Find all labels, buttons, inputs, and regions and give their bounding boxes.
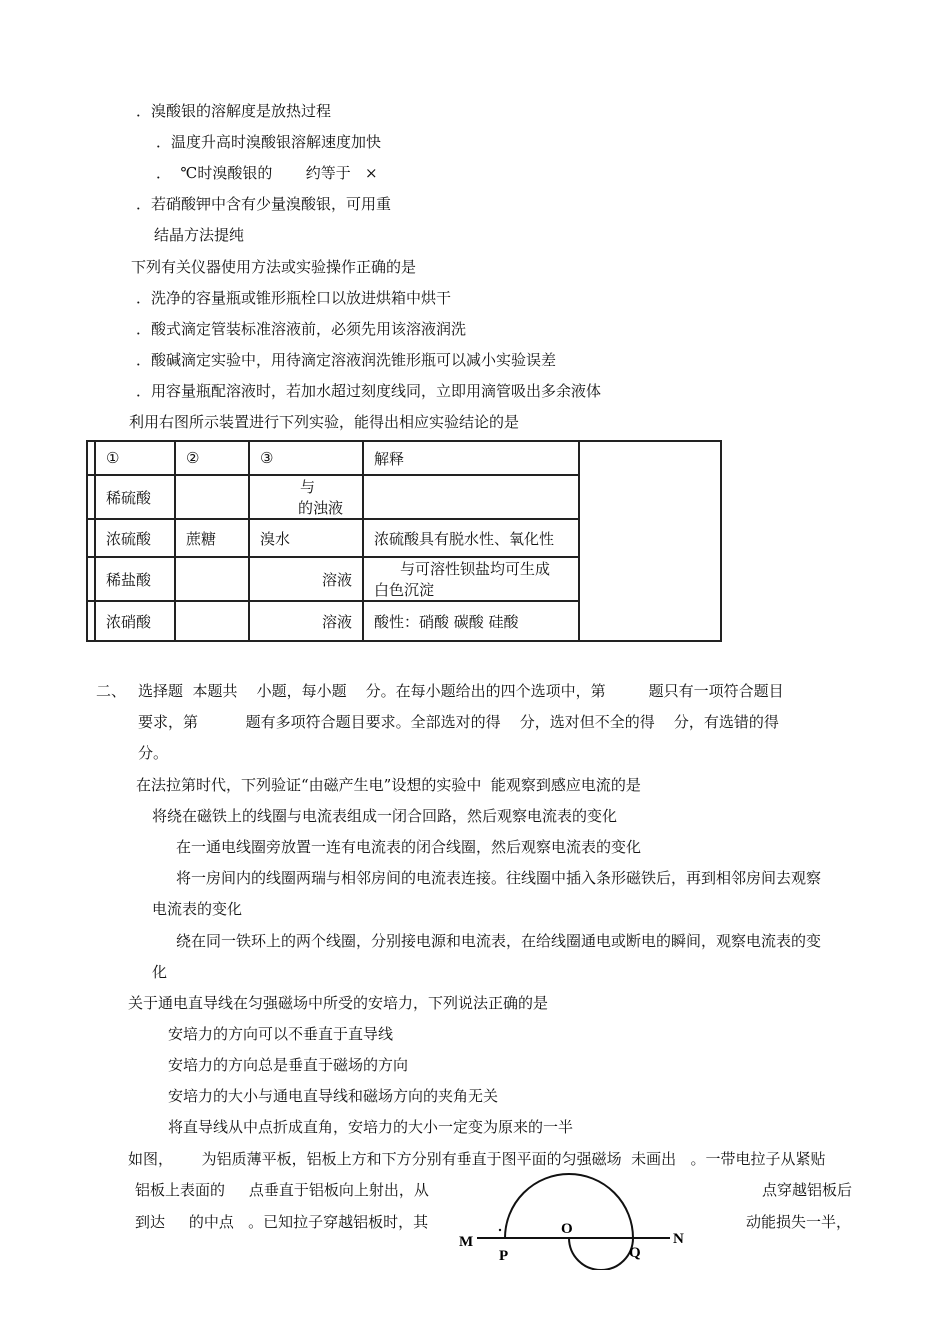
table-cell: 溶液 [249, 601, 363, 641]
option-d-prev-cont: 结晶方法提纯 [154, 226, 245, 244]
option-a-prev: ．溴酸银的溶解度是放热过程 [136, 102, 332, 120]
table-cell [175, 601, 249, 641]
section-number: 二、 [96, 682, 127, 700]
table-cell [175, 557, 249, 601]
question-plate-line1: 如图， 为铝质薄平板，铝板上方和下方分别有垂直于图平面的匀强磁场 未画出 。一带电拉子从紧贴 [128, 1150, 826, 1168]
faraday-option-a: 将绕在磁铁上的线圈与电流表组成一闭合回路，然后观察电流表的变化 [152, 807, 618, 825]
section-instructions-line1: 选择题 本题共 小题，每小题 分。在每小题给出的四个选项中，第 题只有一项符合题目 [138, 682, 784, 700]
table-cell-line: 与 [300, 478, 316, 496]
table-header-cell: ③ [249, 441, 363, 475]
question-ampere-stem: 关于通电直导线在匀强磁场中所受的安培力，下列说法正确的是 [128, 994, 549, 1012]
faraday-option-c: 将一房间内的线圈两瑞与相邻房间的电流表连接。往线圈中插入条形磁铁后，再到相邻房间去观察 [176, 869, 822, 887]
table-cell: 浓硫酸具有脱水性、氧化性 [363, 519, 579, 557]
question-instruments-stem: 下列有关仪器使用方法或实验操作正确的是 [131, 258, 417, 276]
table-index-cell [87, 557, 95, 601]
label-n: N [673, 1231, 684, 1247]
table-index-cell [87, 601, 95, 641]
faraday-option-b: 在一通电线圈旁放置一连有电流表的闭合线圈，然后观察电流表的变化 [176, 838, 642, 856]
instrument-option-d: ．用容量瓶配溶液时，若加水超过刻度线同，立即用滴管吸出多余液体 [136, 382, 602, 400]
particle-trajectory-diagram [455, 1170, 700, 1270]
ampere-option-a: 安培力的方向可以不垂直于直导线 [168, 1025, 394, 1043]
table-cell [175, 475, 249, 519]
faraday-option-c-cont: 电流表的变化 [152, 900, 243, 918]
instrument-option-a: ．洗净的容量瓶或锥形瓶栓口以放进烘箱中烘干 [136, 289, 452, 307]
table-cell-line: 白色沉淀 [374, 581, 435, 599]
ampere-option-d: 将直导线从中点折成直角，安培力的大小一定变为原来的一半 [168, 1118, 574, 1136]
question-apparatus-stem: 利用右图所示装置进行下列实验，能得出相应实验结论的是 [129, 413, 520, 431]
option-b-prev: ．温度升高时溴酸银溶解速度加快 [156, 133, 382, 151]
table-cell-line: 的浊液 [298, 499, 344, 517]
question-plate-line3-right: 动能损失一半， [746, 1213, 852, 1231]
table-cell: 溶液 [249, 557, 363, 601]
faraday-option-d-cont: 化 [152, 963, 168, 981]
label-m: M [459, 1234, 474, 1250]
table-cell [249, 475, 363, 519]
table-cell: 蔗糖 [175, 519, 249, 557]
table-cell: 稀硫酸 [95, 475, 175, 519]
ampere-option-c: 安培力的大小与通电直导线和磁场方向的夹角无关 [168, 1087, 499, 1105]
table-header-cell: 解释 [363, 441, 579, 475]
label-o: O [561, 1221, 573, 1237]
table-header-cell: ① [95, 441, 175, 475]
table-index-cell [87, 519, 95, 557]
table-cell: 稀盐酸 [95, 557, 175, 601]
table-cell [363, 475, 579, 519]
option-d-prev: ．若硝酸钾中含有少量溴酸银，可用重 [136, 195, 392, 213]
question-plate-line2-right: 点穿越铝板后 [762, 1181, 853, 1199]
option-c-prev: ． ℃时溴酸银的 约等于 × [156, 164, 378, 182]
section-instructions-line2: 要求，第 题有多项符合题目要求。全部选对的得 分，选对但不全的得 分，有选错的得 [138, 713, 779, 731]
faraday-option-d: 绕在同一铁环上的两个线圈，分别接电源和电流表，在给线圈通电或断电的瞬间，观察电流表的变 [176, 932, 822, 950]
table-cell: 溴水 [249, 519, 363, 557]
table-cell: 酸性：硝酸 碳酸 硅酸 [363, 601, 579, 641]
question-plate-line2: 铝板上表面的 点垂直于铝板向上射出，从 [135, 1181, 429, 1199]
label-q: Q [629, 1245, 641, 1261]
question-faraday-stem: 在法拉第时代，下列验证“由磁产生电”设想的实验中 能观察到感应电流的是 [136, 776, 641, 794]
label-p: P [499, 1248, 509, 1264]
lower-arc [569, 1238, 633, 1270]
instrument-option-b: ．酸式滴定管装标准溶液前，必须先用该溶液润洗 [136, 320, 467, 338]
table-cell: 浓硝酸 [95, 601, 175, 641]
table-index-cell [87, 475, 95, 519]
apparatus-figure-area [579, 441, 721, 641]
table-cell [363, 557, 579, 601]
table-cell-line: 与可溶性钡盐均可生成 [400, 560, 551, 578]
question-plate-line3: 到达 的中点 。已知拉子穿越铝板时，其 [135, 1213, 429, 1231]
table-index-cell [87, 441, 95, 475]
particle-dot [499, 1229, 501, 1231]
experiment-table [86, 440, 722, 642]
table-cell: 浓硫酸 [95, 519, 175, 557]
ampere-option-b: 安培力的方向总是垂直于磁场的方向 [168, 1056, 409, 1074]
table-header-row [87, 441, 721, 475]
table-header-cell: ② [175, 441, 249, 475]
section-instructions-line3: 分。 [138, 744, 169, 762]
instrument-option-c: ．酸碱滴定实验中，用待滴定溶液润洗锥形瓶可以减小实验误差 [136, 351, 557, 369]
